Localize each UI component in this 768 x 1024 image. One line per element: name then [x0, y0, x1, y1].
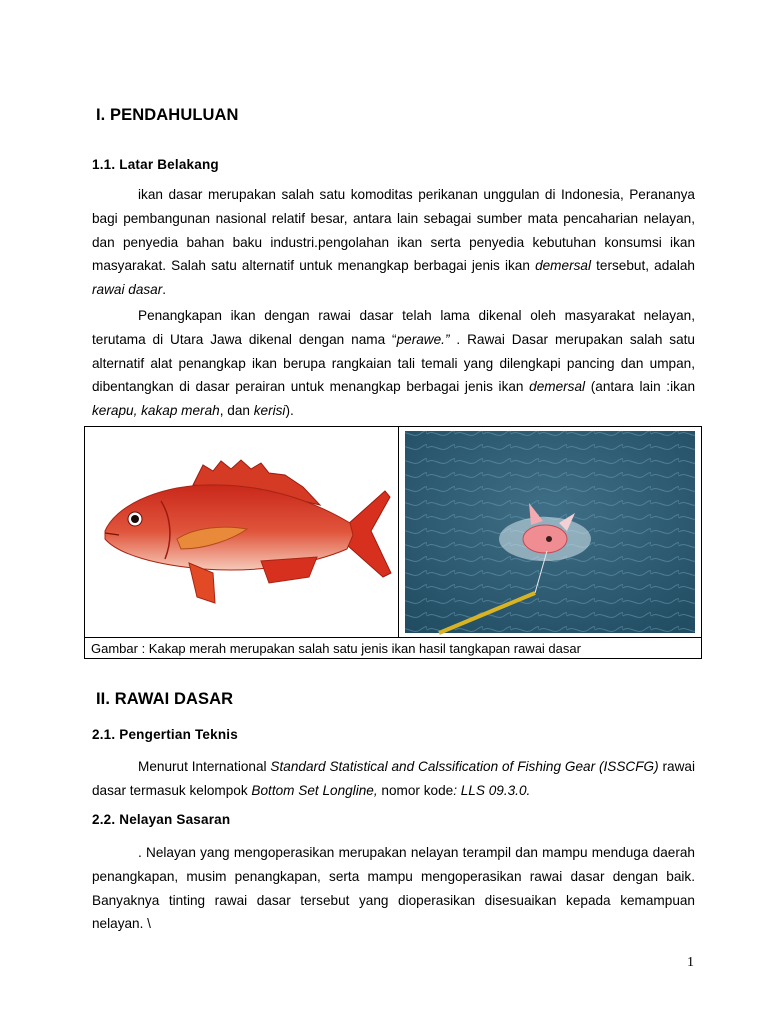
page-number: 1	[687, 955, 694, 970]
subsection-1-1-heading: 1.1. Latar Belakang	[92, 157, 219, 172]
paragraph-latar-belakang-2: Penangkapan ikan dengan rawai dasar telah lama dikenal oleh masyarakat nelayan, terutama di Utara Jawa dikenal dengan nama “perawe.” . Rawai Dasar merupakan salah satu alternatif alat penangkap ikan berupa rangkaian tali temali yang dilengkapi pancing dan umpan, dibentangkan di dasar perairan untuk menangkap berbagai jenis ikan demersal (antara lain :ikan kerapu, kakap merah, dan kerisi).	[92, 308, 696, 419]
section-1-heading: I. PENDAHULUAN	[96, 106, 239, 124]
paragraph-pengertian-teknis: Menurut International Standard Statistical and Calssification of Fishing Gear (ISSCFG) rawai dasar termasuk kelompok Bottom Set Longline, nomor kode: LLS 09.3.0.	[92, 759, 695, 798]
paragraph-nelayan-sasaran: . Nelayan yang mengoperasikan merupakan nelayan terampil dan mampu menduga daerah penangkapan, musim penangkapan, serta mampu mengoperasikan rawai dasar dengan baik. Banyaknya tinting rawai dasar tersebut yang dioperasikan disesuaikan kepada kemampuan nelayan. \	[92, 845, 695, 932]
section-2-heading: II. RAWAI DASAR	[96, 690, 234, 708]
red-snapper-illustration	[85, 427, 399, 637]
paragraph-latar-belakang-1: ikan dasar merupakan salah satu komoditas perikanan unggulan di Indonesia, Perananya bagi pembangunan nasional relatif besar, antara lain sebagai sumber mata pencaharian nelayan, dan penyedia bahan baku industri.pengolahan ikan serta penyedia kebutuhan konsumsi ikan masyarakat. Salah satu alternatif untuk menangkap berbagai jenis ikan demersal tersebut, adalah rawai dasar.	[92, 187, 695, 298]
figure-caption: Gambar : Kakap merah merupakan salah satu jenis ikan hasil tangkapan rawai dasar	[85, 637, 701, 658]
subsection-2-1-heading: 2.1. Pengertian Teknis	[92, 727, 238, 742]
figure-table	[84, 426, 702, 659]
subsection-2-2-heading: 2.2. Nelayan Sasaran	[92, 812, 231, 827]
fishing-photo	[399, 427, 701, 637]
